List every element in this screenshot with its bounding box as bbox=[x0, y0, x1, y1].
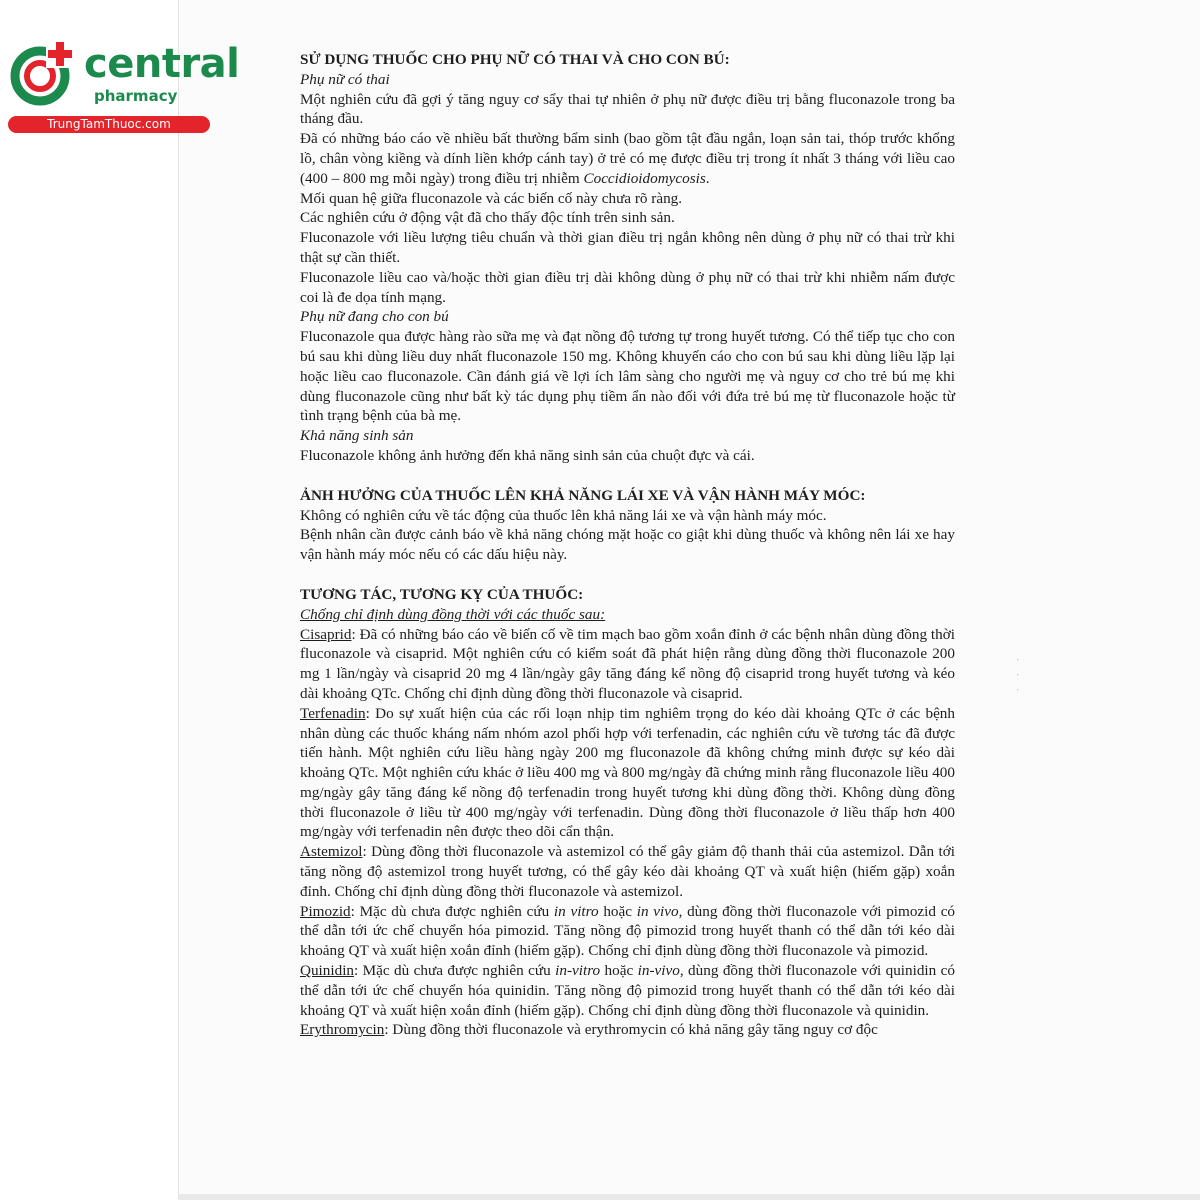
section-gap bbox=[300, 466, 955, 486]
organism-name: Coccidioidomycosis bbox=[583, 169, 706, 187]
section-heading-driving: ẢNH HƯỞNG CỦA THUỐC LÊN KHẢ NĂNG LÁI XE VÀ VẬN HÀNH MÁY MÓC: bbox=[300, 486, 866, 504]
paragraph: Không có nghiên cứu về tác động của thuốc lên khả năng lái xe và vận hành máy móc. bbox=[300, 506, 827, 524]
paragraph: Các nghiên cứu ở động vật đã cho thấy độc tính trên sinh sản. bbox=[300, 209, 675, 227]
drug-name: Erythromycin bbox=[300, 1021, 385, 1039]
paragraph: Đã có những báo cáo về nhiều bất thường bẩm sinh (bao gồm tật đầu ngắn, loạn sản tai, thóp trước khổng lồ, chân vòng kiềng và dính liền khớp cánh tay) ở trẻ có mẹ được điều trị trong ít nhất 3 tháng với liều cao (400 – 800 mg mỗi ngày) trong điều trị nhiễm Coccidioidomycosis. bbox=[300, 130, 955, 187]
drug-interaction-quinidin: Quinidin: Mặc dù chưa được nghiên cứu in-vitro hoặc in-vivo, dùng đồng thời fluconazole với quinidin có thể dẫn tới ức chế chuyển hóa quinidin. Tăng nồng độ pimozid trong huyết thanh có thể dẫn tới kéo dài khoảng QT và xuất hiện xoắn đỉnh (hiếm gặp). Chống chỉ định dùng đồng thời fluconazole và quinidin. bbox=[300, 962, 956, 1019]
subheading-pregnant: Phụ nữ có thai bbox=[300, 70, 390, 88]
page-edge bbox=[178, 1194, 1200, 1200]
drug-interaction-pimozid: Pimozid: Mặc dù chưa được nghiên cứu in vitro hoặc in vivo, dùng đồng thời fluconazole với pimozid có thể dẫn tới ức chế chuyển hóa pimozid. Tăng nồng độ pimozid trong huyết thanh có thể dẫn tới kéo dài khoảng QT và xuất hiện xoắn đỉnh (hiếm gặp). Chống chỉ định dùng đồng thời fluconazole và pimozid. bbox=[300, 902, 956, 960]
drug-name: Terfenadin bbox=[300, 704, 366, 722]
drug-interaction-astemizol: Astemizol: Dùng đồng thời fluconazole và astemizol có thể gây giảm độ thanh thải của astemizol. Dẫn tới tăng nồng độ astemizol trong huyết tương, có thể gây kéo dài khoảng QT và xuất hiện (hiếm gặp) xoắn đỉnh. Chống chỉ định dùng đồng thời fluconazole và astemizol. bbox=[300, 843, 955, 900]
logo-url-badge: TrungTamThuoc.com bbox=[8, 116, 210, 133]
document-body bbox=[300, 50, 955, 1040]
drug-name: Pimozid bbox=[300, 902, 351, 920]
section-gap bbox=[300, 565, 955, 585]
drug-interaction-cisaprid: Cisaprid: Đã có những báo cáo về biến cố về tim mạch bao gồm xoắn đỉnh ở các bệnh nhân dùng đồng thời fluconazole và cisaprid. Một nghiên cứu có kiểm soát đã phát hiện rằng dùng đồng thời fluconazole 200 mg 1 lần/ngày và cisaprid 20 mg 4 lần/ngày gây tăng đáng kể nồng độ cisaprid trong huyết tương và kéo dài khoảng QTc. Chống chỉ định dùng đồng thời fluconazole và cisaprid. bbox=[300, 625, 955, 702]
drug-name: Astemizol bbox=[300, 843, 363, 861]
paragraph: Fluconazole không ảnh hưởng đến khả năng sinh sản của chuột đực và cái. bbox=[300, 446, 755, 464]
paragraph: Fluconazole liều cao và/hoặc thời gian điều trị dài không dùng ở phụ nữ có thai trừ khi nhiễm nấm được coi là đe dọa tính mạng. bbox=[300, 268, 955, 306]
drug-name: Quinidin bbox=[300, 962, 355, 980]
subheading-contraindicated: Chống chỉ định dùng đồng thời với các thuốc sau: bbox=[300, 605, 606, 623]
drug-name: Cisaprid bbox=[300, 625, 352, 643]
logo-sub-text: pharmacy bbox=[94, 87, 178, 105]
paragraph: Fluconazole với liều lượng tiêu chuẩn và thời gian điều trị ngắn không nên dùng ở phụ nữ có thai trừ khi thật sự cần thiết. bbox=[300, 229, 955, 266]
section-heading-pregnancy: SỬ DỤNG THUỐC CHO PHỤ NỮ CÓ THAI VÀ CHO CON BÚ: bbox=[300, 51, 730, 68]
section-heading-interactions: TƯƠNG TÁC, TƯƠNG KỴ CỦA THUỐC: bbox=[300, 585, 584, 603]
central-pharmacy-logo[interactable] bbox=[8, 36, 240, 136]
subheading-fertility: Khả năng sinh sản bbox=[300, 427, 414, 445]
paragraph: Mối quan hệ giữa fluconazole và các biến cố này chưa rõ ràng. bbox=[300, 189, 683, 207]
logo-brand-text: central bbox=[84, 41, 240, 87]
paragraph: Bệnh nhân cần được cảnh báo về khả năng chóng mặt hoặc co giật khi dùng thuốc và không nên lái xe hay vận hành máy móc nếu có các dấu hiệu này. bbox=[300, 526, 955, 564]
drug-interaction-terfenadin: Terfenadin: Do sự xuất hiện của các rối loạn nhịp tim nghiêm trọng do kéo dài khoảng QTc ở các bệnh nhân dùng các thuốc kháng nấm nhóm azol phối hợp với terfenadin, các nghiên cứu về tương tác đã được tiến hành. Một nghiên cứu liều hàng ngày 200 mg fluconazole đã không chứng minh được sự kéo dài khoảng QTc. Một nghiên cứu khác ở liều 400 mg và 800 mg/ngày đã chứng minh rằng fluconazole liều 400 mg/ngày gây tăng đáng kể nồng độ terfenadin trong huyết tương khi dùng đồng thời. Không dùng đồng thời fluconazole ở liều từ 400 mg/ngày với terfenadin. Dùng đồng thời fluconazole ở liều thấp hơn 400 mg/ngày với terfenadin nên được theo dõi cẩn thận. bbox=[300, 704, 955, 841]
paragraph: Một nghiên cứu đã gợi ý tăng nguy cơ sẩy thai tự nhiên ở phụ nữ được điều trị bằng fluconazole trong ba tháng đầu. bbox=[300, 90, 955, 128]
pharmacy-cross-logo-icon bbox=[8, 36, 78, 106]
paragraph: Fluconazole qua được hàng rào sữa mẹ và đạt nồng độ tương tự trong huyết tương. Có thể tiếp tục cho con bú sau khi dùng liều duy nhất fluconazole 150 mg. Không khuyến cáo cho con bú sau khi dùng liều lặp lại hoặc liều cao fluconazole. Cần đánh giá về lợi ích lâm sàng cho người mẹ và nguy cơ cho trẻ bú mẹ khi dùng fluconazole cũng như bất kỳ tác dụng phụ tiềm ẩn nào đối với đứa trẻ bú mẹ từ fluconazole hoặc từ tình trạng bệnh của bà mẹ. bbox=[300, 328, 955, 425]
drug-interaction-erythromycin: Erythromycin: Dùng đồng thời fluconazole và erythromycin có khả năng gây tăng nguy cơ độc bbox=[300, 1021, 878, 1039]
stamp-mark: · · · bbox=[1011, 658, 1024, 696]
subheading-breastfeeding: Phụ nữ đang cho con bú bbox=[300, 308, 449, 326]
